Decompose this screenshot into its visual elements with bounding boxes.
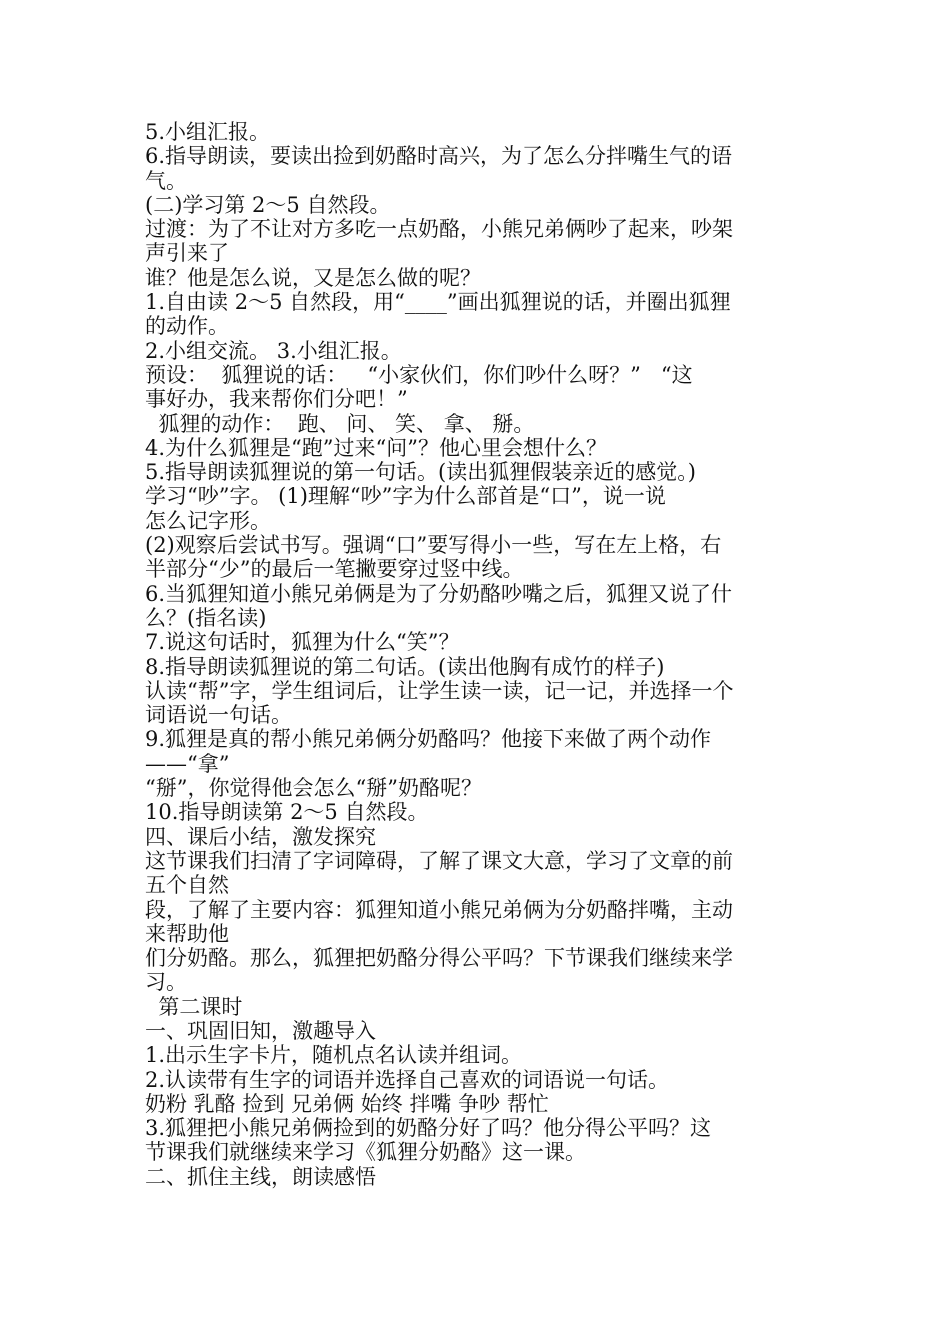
text-line: 1.出示生字卡片，随机点名认读并组词。	[145, 1043, 523, 1068]
text-line: 6.指导朗读，要读出捡到奶酪时高兴，为了怎么分拌嘴生气的语	[145, 144, 733, 169]
text-line: 么？(指名读)	[145, 605, 267, 630]
text-line: 二、抓住主线，朗读感悟	[145, 1164, 376, 1189]
text-line: 10.指导朗读第 2～5 自然段。	[145, 800, 429, 825]
text-line: 5.指导朗读狐狸说的第一句话。(读出狐狸假装亲近的感觉。)	[145, 460, 696, 485]
text-line: 习。	[145, 970, 187, 995]
text-line: 第二课时	[145, 994, 243, 1019]
text-line: 怎么记字形。	[145, 508, 271, 533]
text-line: 事好办，我来帮你们分吧！”	[145, 387, 408, 412]
text-line: 1.自由读 2～5 自然段，用“____”画出狐狸说的话，并圈出狐狸	[145, 290, 731, 315]
text-line: 的动作。	[145, 314, 229, 339]
text-line: 3.狐狸把小熊兄弟俩捡到的奶酪分好了吗？他分得公平吗？这	[145, 1116, 712, 1141]
text-line: “掰”，你觉得他会怎么“掰”奶酪呢？	[145, 776, 482, 801]
text-line: 奶粉 乳酪 捡到 兄弟俩 始终 拌嘴 争吵 帮忙	[145, 1091, 549, 1116]
text-line: 气。	[145, 168, 187, 193]
text-line: 2.小组交流。 3.小组汇报。	[145, 338, 402, 363]
text-line: 来帮助他	[145, 921, 229, 946]
text-line: 一、巩固旧知，激趣导入	[145, 1018, 376, 1043]
text-line: 9.狐狸是真的帮小熊兄弟俩分奶酪吗？他接下来做了两个动作	[145, 727, 712, 752]
text-line: 谁？他是怎么说，又是怎么做的呢？	[145, 265, 481, 290]
text-line: 半部分“少”的最后一笔撇要穿过竖中线。	[145, 557, 524, 582]
text-line: 词语说一句话。	[145, 703, 292, 728]
text-line: (二)学习第 2～5 自然段。	[145, 192, 391, 217]
text-line: 4.为什么狐狸是“跑”过来“问”？他心里会想什么？	[145, 435, 607, 460]
text-line: ——“拿”	[145, 751, 230, 776]
text-line: 们分奶酪。那么，狐狸把奶酪分得公平吗？下节课我们继续来学	[145, 946, 733, 971]
text-line: 节课我们就继续来学习《狐狸分奶酪》这一课。	[145, 1140, 586, 1165]
text-line: 狐狸的动作： 跑、 问、 笑、 拿、 掰。	[145, 411, 535, 436]
text-line: 这节课我们扫清了字词障碍，了解了课文大意，学习了文章的前	[145, 848, 733, 873]
text-line: 声引来了	[145, 241, 229, 266]
text-line: 学习“吵”字。 (1)理解“吵”字为什么部首是“口”，说一说	[145, 484, 666, 509]
text-line: 段，了解了主要内容：狐狸知道小熊兄弟俩为分奶酪拌嘴，主动	[145, 897, 733, 922]
text-line: 四、课后小结，激发探究	[145, 824, 376, 849]
text-line: 5.小组汇报。	[145, 120, 271, 144]
text-line: 认读“帮”字，学生组词后，让学生读一读，记一记，并选择一个	[145, 678, 734, 703]
text-line: 2.认读带有生字的词语并选择自己喜欢的词语说一句话。	[145, 1067, 670, 1092]
text-line: 过渡：为了不让对方多吃一点奶酪，小熊兄弟俩吵了起来，吵架	[145, 217, 733, 242]
document-body	[145, 120, 809, 1189]
text-line: 6.当狐狸知道小熊兄弟俩是为了分奶酪吵嘴之后，狐狸又说了什	[145, 581, 733, 606]
text-line: 7.说这句话时，狐狸为什么“笑”？	[145, 630, 460, 655]
text-line: (2)观察后尝试书写。强调“口”要写得小一些，写在左上格，右	[145, 533, 722, 558]
text-line: 预设： 狐狸说的话： “小家伙们，你们吵什么呀？” “这	[145, 362, 693, 387]
text-line: 8.指导朗读狐狸说的第二句话。(读出他胸有成竹的样子)	[145, 654, 665, 679]
text-line: 五个自然	[145, 873, 229, 898]
